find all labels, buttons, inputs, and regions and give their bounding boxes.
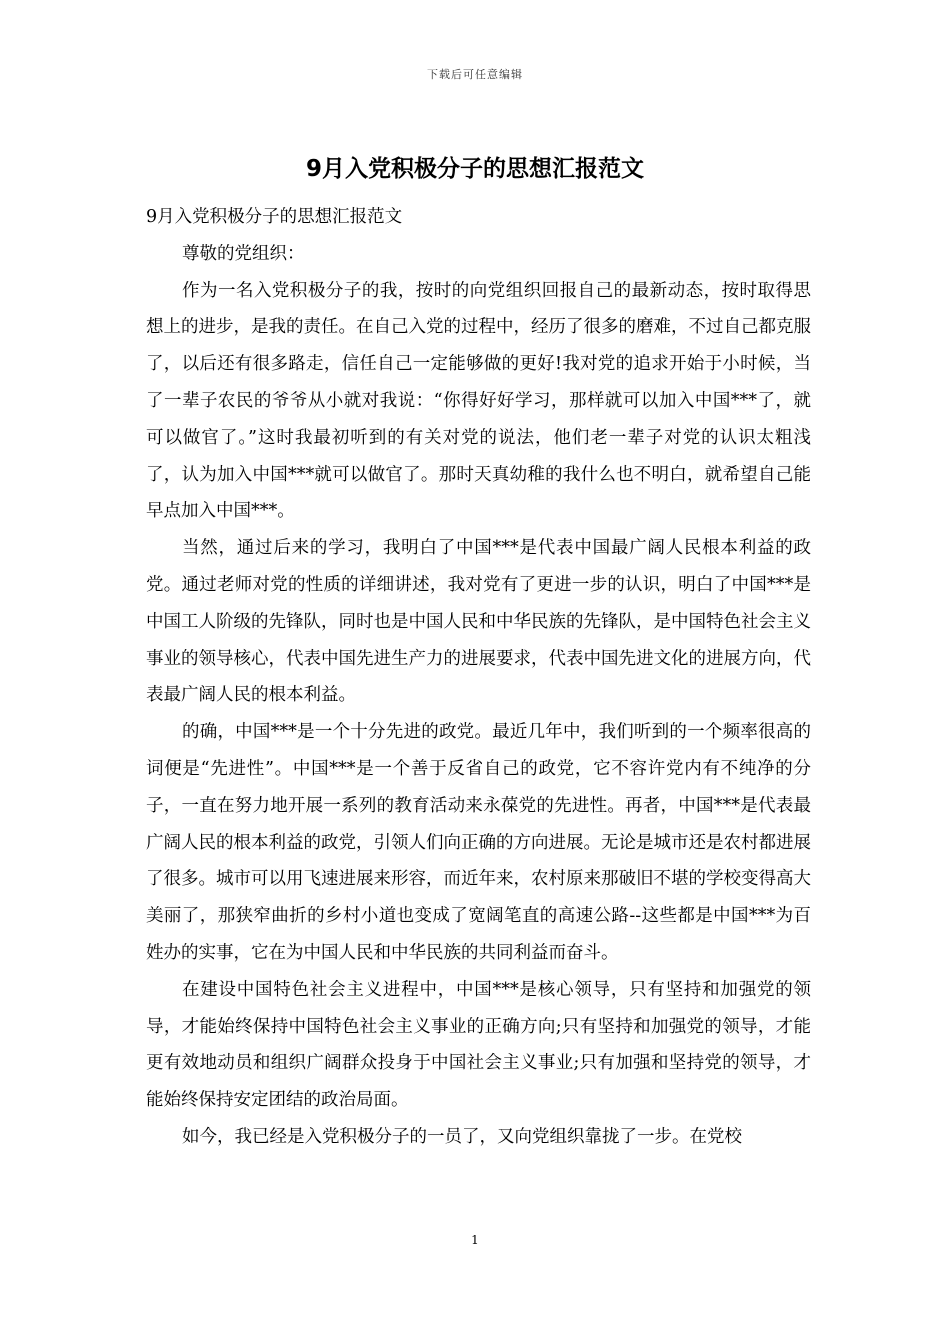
page-number: 1	[471, 1233, 479, 1247]
paragraph-1: 作为一名入党积极分子的我，按时的向党组织回报自己的最新动态，按时取得思想上的进步，是我的责任。在自己入党的过程中，经历了很多的磨难，不过自己都克服了，以后还有很多路走，信任自己一定能够做的更好!我对党的追求开始于小时候，当了一辈子农民的爷爷从小就对我说：“你得好好学习，那样就可以加入中国***了，就可以做官了。”这时我最初听到的有关对党的说法，他们老一辈子对党的认识太粗浅了，认为加入中国***就可以做官了。那时天真幼稚的我什么也不明白，就希望自己能早点加入中国***。	[146, 280, 811, 522]
document-title: 9月入党积极分子的思想汇报范文	[305, 156, 644, 182]
page-header: 下载后可任意编辑	[427, 68, 523, 81]
paragraph-5: 如今，我已经是入党积极分子的一员了，又向党组织靠拢了一步。在党校	[182, 1126, 742, 1147]
paragraph-3: 的确，中国***是一个十分先进的政党。最近几年中，我们听到的一个频率很高的词便是“先进性”。中国***是一个善于反省自己的政党，它不容许党内有不纯净的分子，一直在努力地开展一系列的教育活动来永葆党的先进性。再者，中国***是代表最广阔人民的根本利益的政党，引领人们向正确的方向进展。无论是城市还是农村都进展了很多。城市可以用飞速进展来形容，而近年来，农村原来那破旧不堪的学校变得高大美丽了，那狭窄曲折的乡村小道也变成了宽阔笔直的高速公路--这些都是中国***为百姓办的实事，它在为中国人民和中华民族的共同利益而奋斗。	[146, 722, 811, 963]
document-subtitle: 9月入党积极分子的思想汇报范文	[146, 207, 403, 227]
salutation: 尊敬的党组织：	[182, 243, 305, 264]
document-body	[146, 199, 811, 1156]
paragraph-4: 在建设中国特色社会主义进程中，中国***是核心领导，只有坚持和加强党的领导，才能始终保持中国特色社会主义事业的正确方向;只有坚持和加强党的领导，才能更有效地动员和组织广阔群众投身于中国社会主义事业;只有加强和坚持党的领导，才能始终保持安定团结的政治局面。	[146, 979, 811, 1111]
paragraph-2: 当然，通过后来的学习，我明白了中国***是代表中国最广阔人民根本利益的政党。通过老师对党的性质的详细讲述，我对党有了更进一步的认识，明白了中国***是中国工人阶级的先锋队，同时也是中国人民和中华民族的先锋队，是中国特色社会主义事业的领导核心，代表中国先进生产力的进展要求，代表中国先进文化的进展方向，代表最广阔人民的根本利益。	[146, 538, 811, 706]
